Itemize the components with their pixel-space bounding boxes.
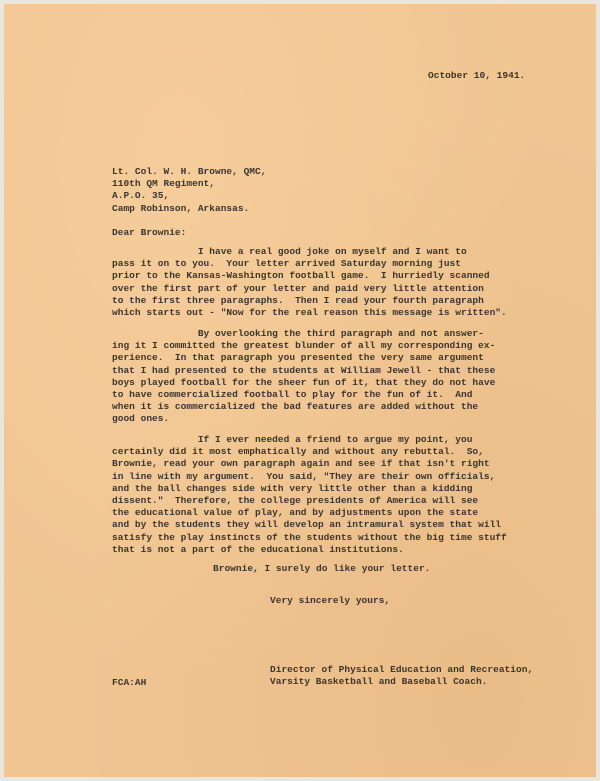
text-line: prior to the Kansas-Washington football game. I hurriedly scanned xyxy=(112,270,490,282)
text-line: I have a real good joke on myself and I want to xyxy=(112,246,467,257)
text-line: over the first part of your letter and paid very little attention xyxy=(112,282,484,294)
closing-line: Brownie, I surely do like your letter. xyxy=(213,563,431,574)
text-line: perience. In that paragraph you presented the very same argument xyxy=(112,352,484,364)
address-line: 110th QM Regiment, xyxy=(112,178,215,190)
text-line: If I ever needed a friend to argue my point, you xyxy=(112,434,473,445)
text-line: dissent." Therefore, the college presidents of America will see xyxy=(112,494,479,506)
address-line: Camp Robinson, Arkansas. xyxy=(112,202,250,214)
text-line: pass it on to you. Your letter arrived Saturday morning just xyxy=(112,258,461,270)
typist-initials: FCA:AH xyxy=(112,677,147,688)
paragraph-2 xyxy=(112,328,495,426)
text-line: and the ball changes side with very little other than a kidding xyxy=(112,482,473,494)
recipient-address xyxy=(112,166,266,215)
text-line: By overlooking the third paragraph and not answer- xyxy=(112,328,484,339)
text-line: that is not a part of the educational institutions. xyxy=(112,543,404,555)
salutation: Dear Brownie: xyxy=(112,227,187,238)
text-line: boys played football for the sheer fun of it, that they do not have xyxy=(112,376,496,388)
letter-date: October 10, 1941. xyxy=(428,70,526,81)
address-line: Lt. Col. W. H. Browne, QMC, xyxy=(112,166,267,177)
text-line: certainly did it most emphatically and without any rebuttal. So, xyxy=(112,446,484,458)
text-line: good ones. xyxy=(112,413,170,425)
text-line: satisfy the play instincts of the students without the big time stuff xyxy=(112,531,507,543)
text-line: to the first three paragraphs. Then I read your fourth paragraph xyxy=(112,294,484,306)
text-line: that I had presented to the students at William Jewell - that these xyxy=(112,364,496,376)
text-line: which starts out - "Now for the real reason this message is written". xyxy=(112,306,507,318)
title-line: Varsity Basketball and Baseball Coach. xyxy=(270,676,488,688)
text-line: to have commercialized football to play for the fun of it. And xyxy=(112,388,473,400)
text-line: when it is commercialized the bad features are added without the xyxy=(112,401,479,413)
text-line: ing it I committed the greatest blunder of all my corresponding ex- xyxy=(112,340,496,352)
text-line: in line with my argument. You said, "They are their own officials, xyxy=(112,470,496,482)
paragraph-3 xyxy=(112,434,507,556)
title-line: Director of Physical Education and Recreation, xyxy=(270,664,534,675)
paragraph-1 xyxy=(112,246,507,319)
signature-title xyxy=(270,664,533,688)
address-line: A.P.O. 35, xyxy=(112,190,170,202)
text-line: and by the students they will develop an intramural system that will xyxy=(112,519,502,531)
text-line: Brownie, read your own paragraph again and see if that isn't right xyxy=(112,458,490,470)
text-line: the educational value of play, and by adjustments upon the state xyxy=(112,507,479,519)
complimentary-close: Very sincerely yours, xyxy=(270,595,391,606)
